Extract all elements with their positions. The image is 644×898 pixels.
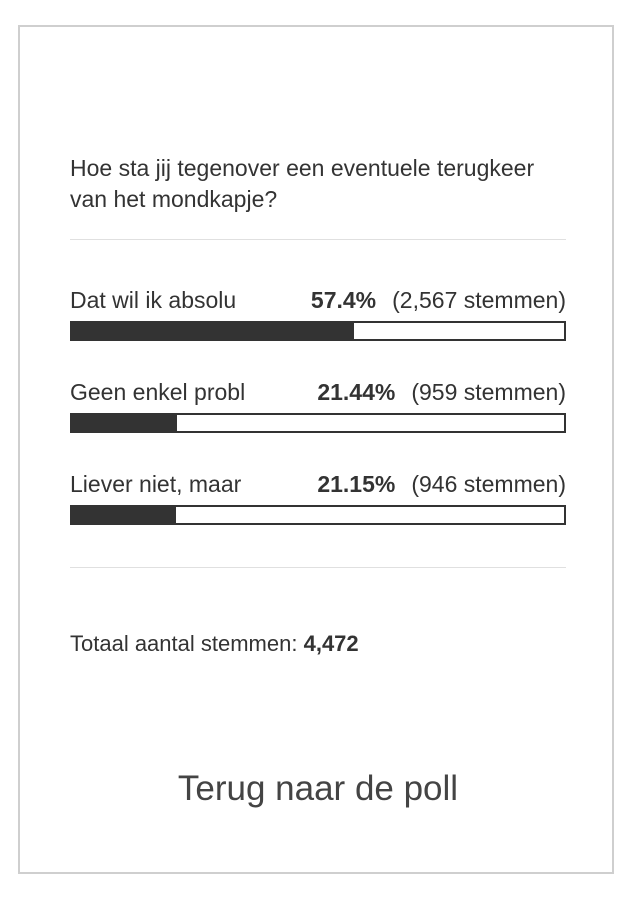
poll-option (70, 467, 566, 559)
result-bar-fill (72, 323, 354, 339)
option-label: Geen enkel probl (70, 379, 246, 405)
option-percent: 21.44% (317, 379, 396, 405)
poll-options (70, 283, 566, 559)
option-votes: (2,567 stemmen) (392, 287, 566, 313)
option-text-row (70, 283, 566, 317)
poll-option (70, 283, 566, 375)
divider-top (70, 239, 566, 240)
result-bar-fill (72, 507, 176, 523)
poll-option (70, 375, 566, 467)
poll-results-card (18, 25, 614, 874)
option-percent: 21.15% (317, 471, 396, 497)
option-votes: (959 stemmen) (411, 379, 566, 405)
result-bar (70, 505, 566, 525)
total-votes-value: 4,472 (303, 631, 359, 656)
poll-question: Hoe sta jij tegenover een eventuele terugkeer van het mondkapje? (70, 155, 535, 212)
result-bar (70, 321, 566, 341)
result-bar-fill (72, 415, 177, 431)
option-text-row (70, 375, 566, 409)
option-label: Dat wil ik absolu (70, 287, 237, 313)
divider-bottom (70, 567, 566, 568)
total-votes-label: Totaal aantal stemmen: (70, 631, 298, 656)
back-to-poll-link[interactable]: Terug naar de poll (177, 769, 459, 808)
option-label: Liever niet, maar (70, 471, 242, 497)
option-text-row (70, 467, 566, 501)
total-votes (70, 629, 359, 659)
option-votes: (946 stemmen) (411, 471, 566, 497)
result-bar (70, 413, 566, 433)
option-percent: 57.4% (310, 287, 377, 313)
